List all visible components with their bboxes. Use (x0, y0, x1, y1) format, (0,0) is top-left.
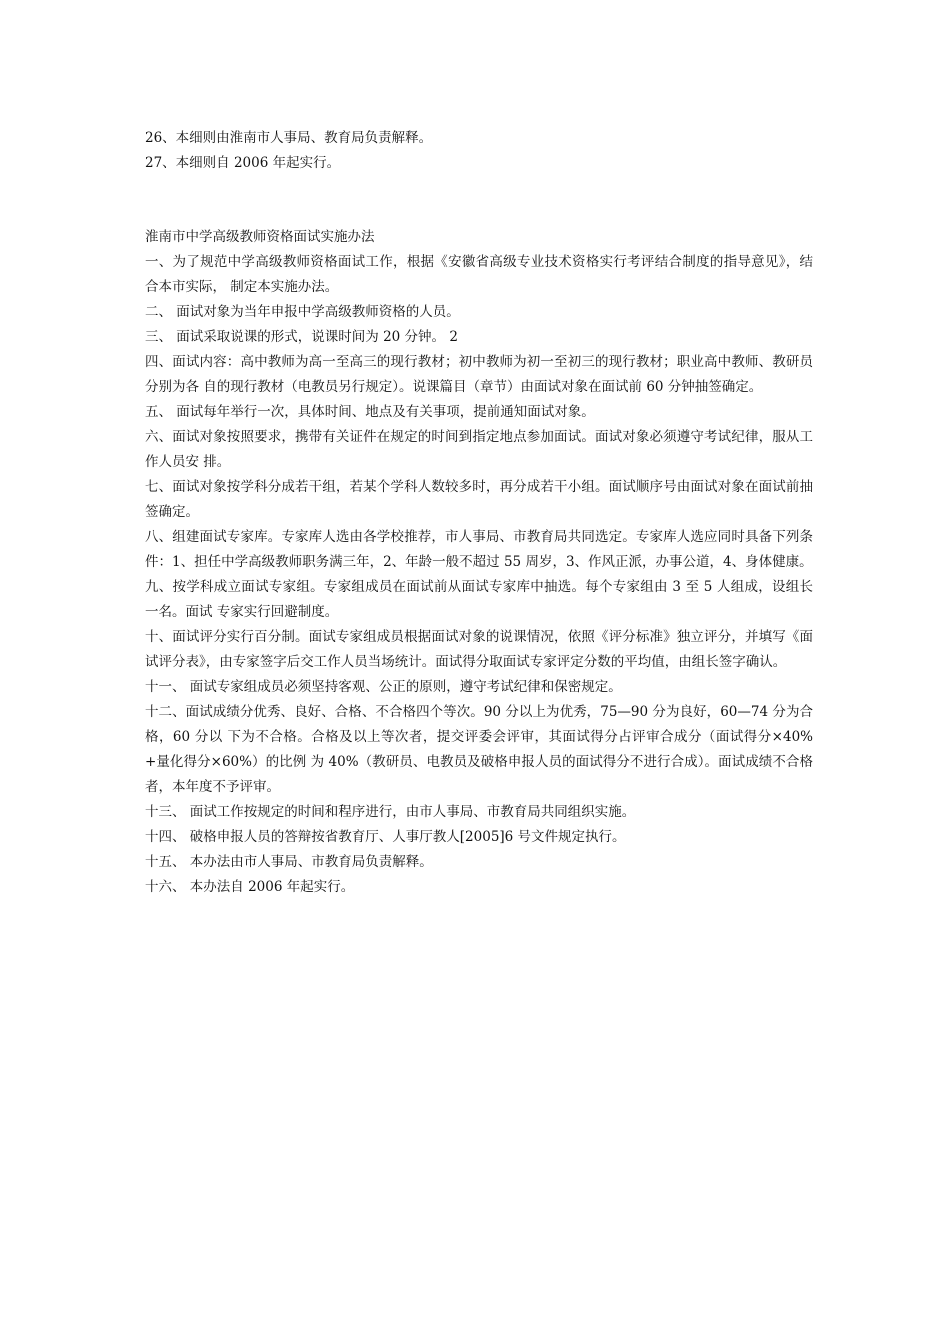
paragraph-9: 九、按学科成立面试专家组。专家组成员在面试前从面试专家库中抽选。每个专家组由 3 至 5 人组成，设组长一名。面试 专家实行回避制度。 (145, 579, 813, 620)
paragraph-16: 十六、 本办法自 2006 年起实行。 (145, 879, 355, 895)
document-title: 淮南市中学高级教师资格面试实施办法 (145, 229, 375, 245)
paragraph-6: 六、面试对象按照要求，携带有关证件在规定的时间到指定地点参加面试。面试对象必须遵守考试纪律，服从工作人员安 排。 (145, 429, 813, 470)
paragraph-1: 一、为了规范中学高级教师资格面试工作，根据《安徽省高级专业技术资格实行考评结合制度的指导意见》，结合本市实际， 制定本实施办法。 (145, 254, 813, 295)
paragraph-5: 五、 面试每年举行一次，具体时间、地点及有关事项，提前通知面试对象。 (145, 404, 595, 420)
paragraph-15: 十五、 本办法由市人事局、市教育局负责解释。 (145, 854, 433, 870)
paragraph-14: 十四、 破格申报人员的答辩按省教育厅、人事厅教人[2005]6 号文件规定执行。 (145, 829, 626, 845)
paragraph-10: 十、面试评分实行百分制。面试专家组成员根据面试对象的说课情况，依照《评分标准》独立评分，并填写《面试评分表》，由专家签字后交工作人员当场统计。面试得分取面试专家评定分数的平均值，由组长签字确认。 (145, 629, 813, 670)
paragraph-7: 七、面试对象按学科分成若干组，若某个学科人数较多时，再分成若干小组。面试顺序号由面试对象在面试前抽签确定。 (145, 479, 813, 520)
paragraph-11: 十一、 面试专家组成员必须坚持客观、公正的原则，遵守考试纪律和保密规定。 (145, 679, 622, 695)
document-page (145, 126, 813, 900)
article-27: 27、本细则自 2006 年起实行。 (145, 155, 341, 171)
paragraph-12: 十二、面试成绩分优秀、良好、合格、不合格四个等次。90 分以上为优秀，75—90 分为良好，60—74 分为合格，60 分以 下为不合格。合格及以上等次者，提交评委会评审，其面试得分占评审合成分（面试得分×40%+量化得分×60%）的比例 为 40%（教研员、电教员及破格申报人员的面试得分不进行合成）。面试成绩不合格者，本年度不予评审。 (145, 704, 813, 795)
paragraph-8: 八、组建面试专家库。专家库人选由各学校推荐，市人事局、市教育局共同选定。专家库人选应同时具备下列条件：1、担任中学高级教师职务满三年，2、年龄一般不超过 55 周岁，3、作风正派，办事公道，4、身体健康。 (145, 529, 813, 570)
section-gap (145, 176, 813, 225)
paragraph-4: 四、面试内容：高中教师为高一至高三的现行教材；初中教师为初一至初三的现行教材；职业高中教师、教研员分别为各 自的现行教材（电教员另行规定）。说课篇目（章节）由面试对象在面试前 60 分钟抽签确定。 (145, 354, 813, 395)
article-26: 26、本细则由淮南市人事局、教育局负责解释。 (145, 130, 433, 146)
paragraph-2: 二、 面试对象为当年申报中学高级教师资格的人员。 (145, 304, 460, 320)
paragraph-13: 十三、 面试工作按规定的时间和程序进行，由市人事局、市教育局共同组织实施。 (145, 804, 636, 820)
paragraph-3: 三、 面试采取说课的形式，说课时间为 20 分钟。 2 (145, 329, 458, 345)
